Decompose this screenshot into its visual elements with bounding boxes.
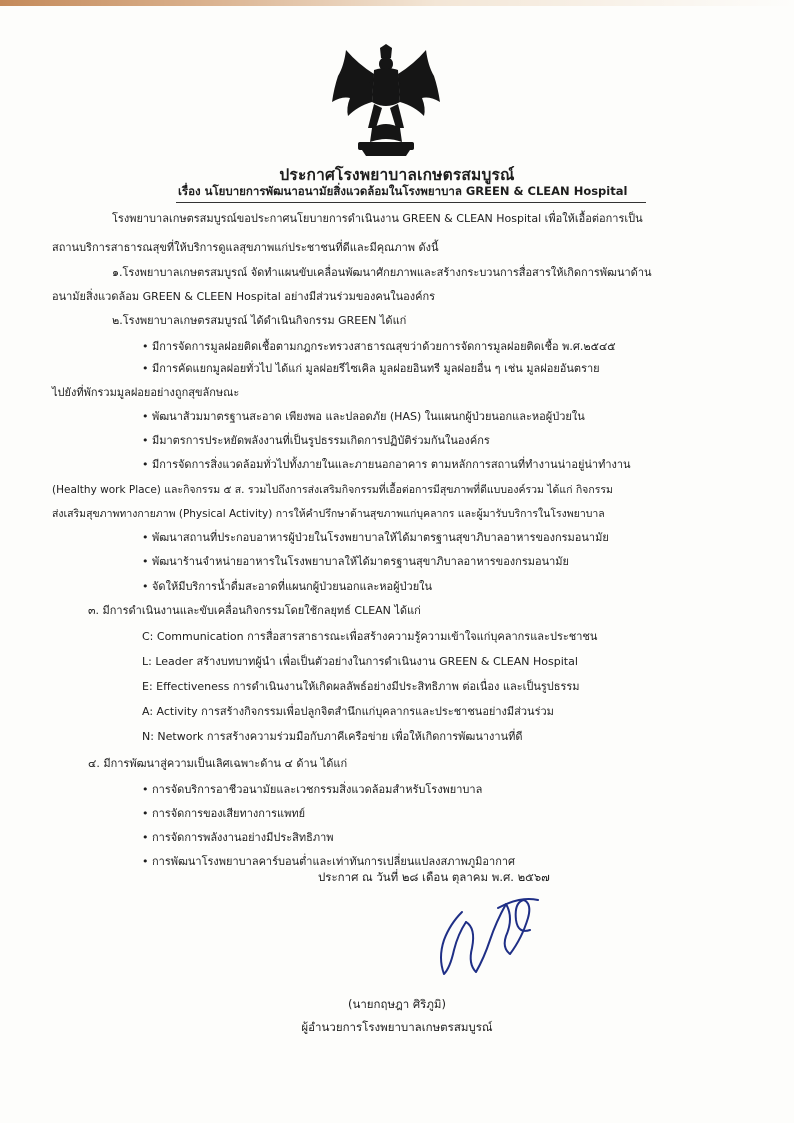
item2-bullet-continuation: ไปยังที่พักรวมมูลฝอยอย่างถูกสุขลักษณะ [52,386,240,399]
item2-bullet: • มีการจัดการสิ่งแวดล้อมทั่วไปทั้งภายในและภายนอกอาคาร ตามหลักการสถานที่ทำงานน่าอยู่น่าทำงาน [142,458,631,471]
item2-title: ๒.โรงพยาบาลเกษตรสมบูรณ์ ได้ดำเนินกิจกรรม GREEN ได้แก่ [112,314,407,327]
signer-position: ผู้อำนวยการโรงพยาบาลเกษตรสมบูรณ์ [301,1020,493,1034]
item3-title: ๓. มีการดำเนินงานและขับเคลื่อนกิจกรรมโดยใช้กลยุทธ์ CLEAN ได้แก่ [88,604,421,617]
item2-bullet: • พัฒนาสถานที่ประกอบอาหารผู้ป่วยในโรงพยาบาลให้ได้มาตรฐานสุขาภิบาลอาหารของกรมอนามัย [142,531,609,544]
page-top-edge [0,0,794,6]
signer-name: (นายกฤษฎา ศิริภูมิ) [347,997,446,1011]
item2-bullet-continuation: (Healthy work Place) และกิจกรรม ๕ ส. รวมไปถึงการส่งเสริมกิจกรรมที่เอื้อต่อการมีสุขภาพที่ดีแบบองค์รวม ได้แก่ กิจกรรม [52,484,613,496]
item2-bullet-continuation: ส่งเสริมสุขภาพทางกายภาพ (Physical Activity) การให้คำปรึกษาด้านสุขภาพแก่บุคลากร และผู้มารับบริการในโรงพยาบาล [52,508,605,520]
item1-line: ๑.โรงพยาบาลเกษตรสมบูรณ์ จัดทำแผนขับเคลื่อนพัฒนาศักยภาพและสร้างกระบวนการสื่อสารให้เกิดการพัฒนาด้าน [112,266,652,279]
clean-strategy-line: C: Communication การสื่อสารสาธารณะเพื่อสร้างความรู้ความเข้าใจแก่บุคลากรและประชาชน [142,630,598,643]
subject-underline [176,202,646,203]
item4-title: ๔. มีการพัฒนาสู่ความเป็นเลิศเฉพาะด้าน ๔ ด้าน ได้แก่ [88,757,348,770]
clean-strategy-line: E: Effectiveness การดำเนินงานให้เกิดผลลัพธ์อย่างมีประสิทธิภาพ ต่อเนื่อง และเป็นรูปธรรม [142,680,580,693]
item4-bullet: • การจัดการพลังงานอย่างมีประสิทธิภาพ [142,831,334,844]
clean-strategy-line: A: Activity การสร้างกิจกรรมเพื่อปลูกจิตสำนึกแก่บุคลากรและประชาชนอย่างมีส่วนร่วม [142,705,554,718]
item2-bullet: • มีการคัดแยกมูลฝอยทั่วไป ได้แก่ มูลฝอยรีไซเคิล มูลฝอยอินทรี มูลฝอยอื่น ๆ เช่น มูลฝอยอันตราย [142,362,600,375]
announcement-subject: เรื่อง นโยบายการพัฒนาอนามัยสิ่งแวดล้อมในโรงพยาบาล GREEN & CLEAN Hospital [178,184,628,198]
item2-bullet: • พัฒนาส้วมมาตรฐานสะอาด เพียงพอ และปลอดภัย (HAS) ในแผนกผู้ป่วยนอกและหอผู้ป่วยใน [142,410,585,423]
clean-strategy-line: L: Leader สร้างบทบาทผู้นำ เพื่อเป็นตัวอย่างในการดำเนินงาน GREEN & CLEAN Hospital [142,655,578,668]
item2-bullet: • มีการจัดการมูลฝอยติดเชื้อตามกฎกระทรวงสาธารณสุขว่าด้วยการจัดการมูลฝอยติดเชื้อ พ.ศ.๒๕๔๕ [142,340,616,353]
announcement-date: ประกาศ ณ วันที่ ๒๘ เดือน ตุลาคม พ.ศ. ๒๕๖๗ [318,870,550,884]
clean-strategy-line: N: Network การสร้างความร่วมมือกับภาคีเครือข่าย เพื่อให้เกิดการพัฒนางานที่ดี [142,730,523,743]
item4-bullet: • การจัดบริการอาชีวอนามัยและเวชกรรมสิ่งแวดล้อมสำหรับโรงพยาบาล [142,783,483,796]
item2-bullet: • มีมาตรการประหยัดพลังงานที่เป็นรูปธรรมเกิดการปฏิบัติร่วมกันในองค์กร [142,434,490,447]
item2-bullet: • จัดให้มีบริการน้ำดื่มสะอาดที่แผนกผู้ป่วยนอกและหอผู้ป่วยใน [142,580,433,593]
item4-bullet: • การพัฒนาโรงพยาบาลคาร์บอนต่ำและเท่าทันการเปลี่ยนแปลงสภาพภูมิอากาศ [142,855,516,868]
item2-bullet: • พัฒนาร้านจำหน่ายอาหารในโรงพยาบาลให้ได้มาตรฐานสุขาภิบาลอาหารของกรมอนามัย [142,555,569,568]
item4-bullet: • การจัดการของเสียทางการแพทย์ [142,807,306,820]
intro-line: โรงพยาบาลเกษตรสมบูรณ์ขอประกาศนโยบายการดำเนินงาน GREEN & CLEAN Hospital เพื่อให้เอื้อต่อการเป็น [112,212,643,225]
intro-line: สถานบริการสาธารณสุขที่ให้บริการดูแลสุขภาพแก่ประชาชนที่ดีและมีคุณภาพ ดังนี้ [52,241,439,254]
handwritten-signature [410,878,560,980]
item1-line: อนามัยสิ่งแวดล้อม GREEN & CLEEN Hospital อย่างมีส่วนร่วมของคนในองค์กร [52,290,436,303]
garuda-emblem-icon [328,44,444,156]
announcement-title: ประกาศโรงพยาบาลเกษตรสมบูรณ์ [279,166,515,184]
